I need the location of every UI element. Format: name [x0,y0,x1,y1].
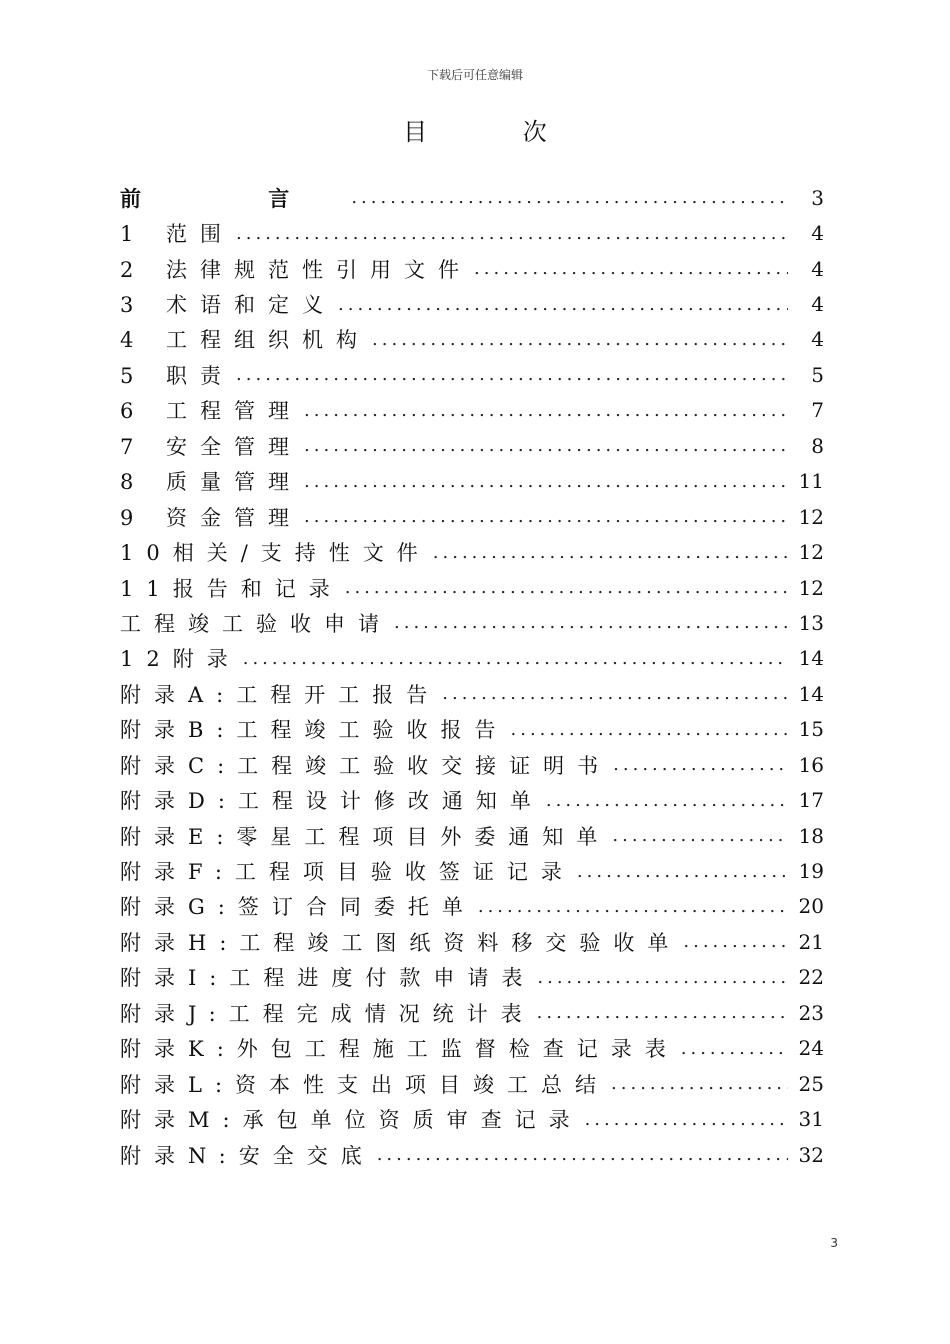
toc-leader-dots [612,825,788,846]
toc-entry-label: 附录N:安全交底 [120,1143,375,1168]
toc-leader-dots [304,471,788,492]
toc-entry[interactable] [120,393,824,428]
toc-entry-label: 6 工程管理 [120,399,303,424]
toc-entry[interactable] [120,286,824,321]
toc-entry-label: 附录F:工程项目验收签证记录 [120,860,575,885]
toc-leader-dots [236,223,788,244]
toc-entry-page: 14 [798,681,824,706]
toc-leader-dots [478,896,788,917]
toc-entry[interactable] [120,499,824,534]
toc-entry-label: 5 职责 [120,363,235,388]
toc-entry[interactable] [120,995,824,1030]
toc-leader-dots [611,1073,788,1094]
toc-entry[interactable] [120,428,824,463]
toc-entry-label: 附录A:工程开工报告 [120,682,441,707]
toc-entry-label: 附录M:承包单位资质审查记录 [120,1108,583,1133]
toc-entry-page: 4 [811,256,824,281]
toc-leader-dots [511,719,788,740]
toc-entry-page: 13 [798,610,824,635]
toc-entry-page: 22 [798,965,824,990]
toc-entry-label: 9 资金管理 [120,505,303,530]
toc-leader-dots [474,258,788,279]
toc-entry-page: 31 [798,1107,824,1132]
toc-leader-dots [338,294,788,315]
toc-entry-page: 4 [811,292,824,317]
toc-entry-page: 16 [798,752,824,777]
toc-leader-dots [537,1002,788,1023]
toc-leader-dots [681,1038,788,1059]
toc-entry[interactable] [120,534,824,569]
header-note: 下载后可任意编辑 [426,68,523,82]
toc-leader-dots [377,1144,788,1165]
toc-entry[interactable] [120,1101,824,1136]
toc-entry[interactable] [120,960,824,995]
toc-entry[interactable] [120,464,824,499]
toc-leader-dots [433,542,788,563]
toc-entry-label: 附录H:工程竣工图纸资料移交验收单 [120,930,682,955]
toc-leader-dots [243,648,788,669]
toc-leader-dots [304,400,788,421]
toc-leader-dots [351,187,788,208]
toc-entry-label: 前 言 [120,185,350,211]
toc-entry-label: 10相关/支持性文件 [120,541,431,566]
toc-entry[interactable] [120,712,824,747]
toc-entry-label: 附录K:外包工程施工监督检查记录表 [120,1037,679,1062]
toc-entry[interactable] [120,889,824,924]
toc-entry-page: 18 [798,823,824,848]
toc-entry[interactable] [120,641,824,676]
toc-entry-page: 19 [798,859,824,884]
toc-entry[interactable] [120,782,824,817]
toc-entry-label: 附录C:工程竣工验收交接证明书 [120,753,612,778]
toc-entry-label: 8 质量管理 [120,470,303,495]
toc-leader-dots [546,790,788,811]
toc-entry-page: 25 [798,1071,824,1096]
toc-entry-page: 3 [811,185,824,210]
toc-entry-page: 15 [798,717,824,742]
toc-entry-label: 附录J:工程完成情况统计表 [120,1001,535,1026]
toc-entry-page: 5 [811,362,824,387]
toc-entry-label: 2 法律规范性引用文件 [120,257,473,282]
toc-entry[interactable] [120,1066,824,1101]
toc-entry-label: 1 范围 [120,222,235,247]
toc-entry-label: 附录G:签订合同委托单 [120,895,476,920]
toc-leader-dots [304,435,788,456]
toc-leader-dots [236,364,788,385]
toc-leader-dots [442,683,788,704]
toc-entry-label: 7 安全管理 [120,434,303,459]
toc-entry[interactable] [120,322,824,357]
toc-leader-dots [372,329,788,350]
toc-entry[interactable] [120,357,824,392]
toc-leader-dots [585,1109,788,1130]
toc-entry[interactable] [120,1137,824,1172]
toc-entry[interactable] [120,747,824,782]
toc-entry-page: 21 [798,929,824,954]
toc-entry-page: 4 [811,221,824,246]
table-of-contents [120,180,824,1172]
toc-entry[interactable] [120,853,824,888]
toc-entry-page: 4 [811,327,824,352]
toc-entry-preface[interactable] [120,180,824,215]
toc-entry-label: 附录I:工程进度付款申请表 [120,966,536,991]
toc-entry[interactable] [120,1031,824,1066]
toc-entry-page: 23 [798,1000,824,1025]
toc-entry-page: 7 [811,398,824,423]
toc-leader-dots [345,577,788,598]
toc-entry[interactable] [120,605,824,640]
toc-leader-dots [613,754,788,775]
toc-entry-page: 32 [798,1142,824,1167]
toc-entry-label: 附录E:零星工程项目外委通知单 [120,824,611,849]
toc-entry-page: 20 [798,894,824,919]
toc-entry-page: 14 [798,646,824,671]
toc-entry-page: 12 [798,504,824,529]
toc-leader-dots [683,931,788,952]
toc-entry[interactable] [120,676,824,711]
toc-entry[interactable] [120,570,824,605]
toc-entry-label: 附录B:工程竣工验收报告 [120,718,509,743]
toc-entry-label: 3 术语和定义 [120,293,337,318]
toc-entry[interactable] [120,818,824,853]
toc-leader-dots [577,861,788,882]
toc-entry-page: 12 [798,575,824,600]
toc-entry[interactable] [120,251,824,286]
toc-entry-label: 附录D:工程设计修改通知单 [120,789,544,814]
toc-entry-page: 12 [798,540,824,565]
toc-entry[interactable] [120,215,824,250]
toc-entry-label: 工程竣工验收申请 [120,611,392,636]
toc-entry-page: 11 [798,469,824,494]
toc-entry-page: 24 [798,1036,824,1061]
toc-leader-dots [537,967,788,988]
toc-leader-dots [394,612,788,633]
page-title: 目 次 [403,118,591,146]
toc-entry[interactable] [120,924,824,959]
toc-entry-page: 8 [811,433,824,458]
toc-entry-label: 12附录 [120,647,241,672]
page-number: 3 [830,1236,838,1250]
toc-entry-label: 附录L:资本性支出项目竣工总结 [120,1072,610,1097]
toc-entry-label: 4 工程组织机构 [120,328,371,353]
toc-entry-page: 17 [798,788,824,813]
toc-entry-label: 11报告和记录 [120,576,343,601]
toc-leader-dots [304,506,788,527]
